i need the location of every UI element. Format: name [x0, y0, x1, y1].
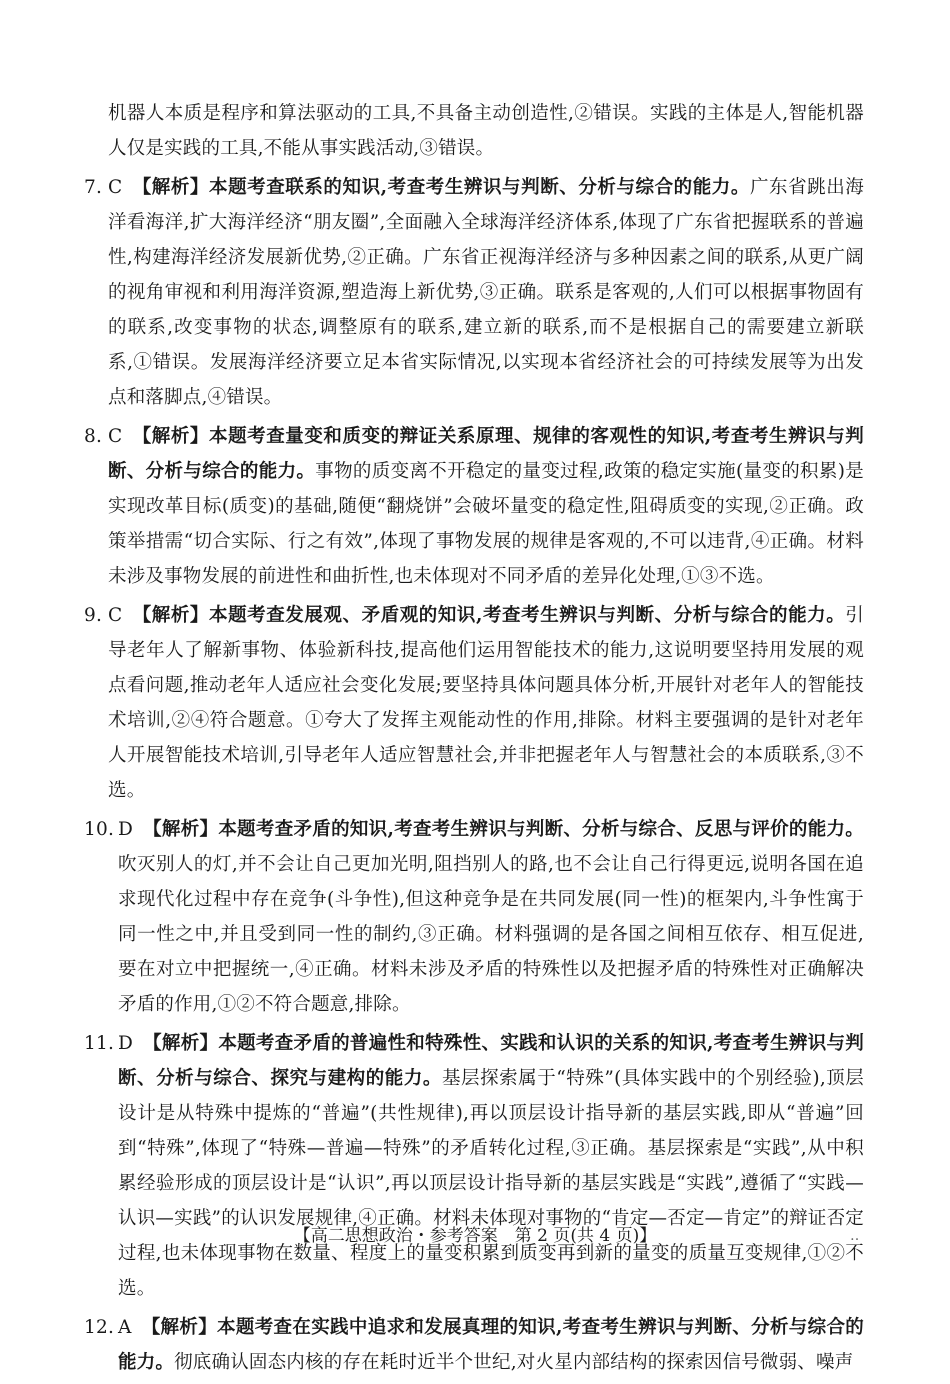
- analysis-lead: 本题考查在实践中追求和发展真理的知识,考查考生辨识与判断、分析与综合的能力。: [118, 1317, 864, 1373]
- item-number: 8.: [84, 426, 103, 447]
- item-answer: C: [108, 426, 123, 447]
- item-number: 12.: [84, 1317, 115, 1338]
- analysis-text: 基层探索属于“特殊”(具体实践中的个别经验),顶层设计是从特殊中提炼的“普遍”(共性规律),再以顶层设计指导新的基层实践,即从“普遍”回到“特殊”,体现了“特殊—普遍—特殊”的矛盾转化过程,③正确。基层探索是“实践”,从中积累经验形成的顶层设计是“认识”,再以顶层设计指导新的基层实践是“实践”,遵循了“实践—认识—实践”的认识发展规律,④正确。材料未体现对事物的“肯定—否定—肯定”的辩证否定过程,也未体现事物在数量、程度上的量变积累到质变再到新的量变的质量互变规律,①②不选。: [118, 1068, 865, 1299]
- answer-item-7: [84, 170, 864, 415]
- item-answer: D: [118, 1033, 134, 1054]
- analysis-tag: 【解析】: [143, 819, 219, 840]
- analysis-text: 引导老年人了解新事物、体验新科技,提高他们运用智能技术的能力,这说明要坚持用发展的观点看问题,推动老年人适应社会变化发展;要坚持具体问题具体分析,开展针对老年人的智能技术培训,②④符合题意。①夸大了发挥主观能动性的作用,排除。材料主要强调的是针对老年人开展智能技术培训,引导老年人适应智慧社会,并非把握老年人与智慧社会的本质联系,③不选。: [108, 605, 864, 801]
- footer-mark: ‥: [850, 1228, 860, 1244]
- analysis-lead: 本题考查矛盾的知识,考查考生辨识与判断、分析与综合、反思与评价的能力。: [218, 819, 864, 840]
- item-answer: C: [108, 605, 123, 626]
- analysis-lead: 本题考查量变和质变的辩证关系原理、规律的客观性的知识,考查考生辨识与判断、分析与综合的能力。: [108, 426, 864, 482]
- intro-paragraph: 机器人本质是程序和算法驱动的工具,不具备主动创造性,②错误。实践的主体是人,智能机器人仅是实践的工具,不能从事实践活动,③错误。: [108, 103, 864, 159]
- item-number: 10.: [84, 819, 115, 840]
- answer-item-9: [84, 598, 864, 808]
- analysis-tag: 【解析】: [143, 1033, 219, 1054]
- analysis-text: 彻底确认固态内核的存在耗时近半个世纪,对火星内部结构的探索因信号微弱、噪声: [174, 1352, 854, 1373]
- analysis-lead: 本题考查矛盾的普遍性和特殊性、实践和认识的关系的知识,考查考生辨识与判断、分析与综合、探究与建构的能力。: [118, 1033, 864, 1089]
- analysis-text: 事物的质变离不开稳定的量变过程,政策的稳定实施(量变的积累)是实现改革目标(质变)的基础,随便“翻烧饼”会破坏量变的稳定性,阻碍质变的实现,②正确。政策举措需“切合实际、行之有效”,体现了事物发展的规律是客观的,不可以违背,④正确。材料未涉及事物发展的前进性和曲折性,也未体现对不同矛盾的差异化处理,①③不选。: [108, 461, 864, 587]
- answer-content: [84, 96, 864, 1384]
- item-answer: D: [118, 819, 134, 840]
- item-number: 9.: [84, 605, 103, 626]
- analysis-tag: 【解析】: [132, 177, 210, 198]
- analysis-text: 吹灭别人的灯,并不会让自己更加光明,阻挡别人的路,也不会让自己行得更远,说明各国在追求现代化过程中存在竞争(斗争性),但这种竞争是在共同发展(同一性)的框架内,斗争性寓于同一性之中,并且受到同一性的制约,③正确。材料强调的是各国之间相互依存、相互促进,要在对立中把握统一,④正确。材料未涉及矛盾的特殊性以及把握矛盾的特殊性对正确解决矛盾的作用,①②不符合题意,排除。: [118, 854, 864, 1015]
- item-answer: C: [108, 177, 123, 198]
- analysis-tag: 【解析】: [141, 1317, 218, 1338]
- page-footer: 【高二思想政治・参考答案 第 2 页(共 4 页)】: [293, 1226, 657, 1246]
- answer-item-10: [84, 812, 864, 1022]
- item-number: 11.: [84, 1033, 115, 1054]
- item-number: 7.: [84, 177, 103, 198]
- analysis-text: 广东省跳出海洋看海洋,扩大海洋经济“朋友圈”,全面融入全球海洋经济体系,体现了广东省把握联系的普遍性,构建海洋经济发展新优势,②正确。广东省正视海洋经济与多种因素之间的联系,从更广阔的视角审视和利用海洋资源,塑造海上新优势,③正确。联系是客观的,人们可以根据事物固有的联系,改变事物的状态,调整原有的联系,建立新的联系,而不是根据自己的需要建立新联系,①错误。发展海洋经济要立足本省实际情况,以实现本省经济社会的可持续发展等为出发点和落脚点,④错误。: [108, 177, 864, 408]
- answer-item-11: [84, 1026, 864, 1306]
- answer-item-12: [84, 1310, 864, 1380]
- answer-item-8: [84, 419, 864, 594]
- analysis-tag: 【解析】: [132, 605, 210, 626]
- analysis-lead: 本题考查联系的知识,考查考生辨识与判断、分析与综合的能力。: [209, 177, 750, 198]
- item-answer: A: [118, 1317, 132, 1338]
- analysis-tag: 【解析】: [132, 426, 210, 447]
- analysis-lead: 本题考查发展观、矛盾观的知识,考查考生辨识与判断、分析与综合的能力。: [209, 605, 846, 626]
